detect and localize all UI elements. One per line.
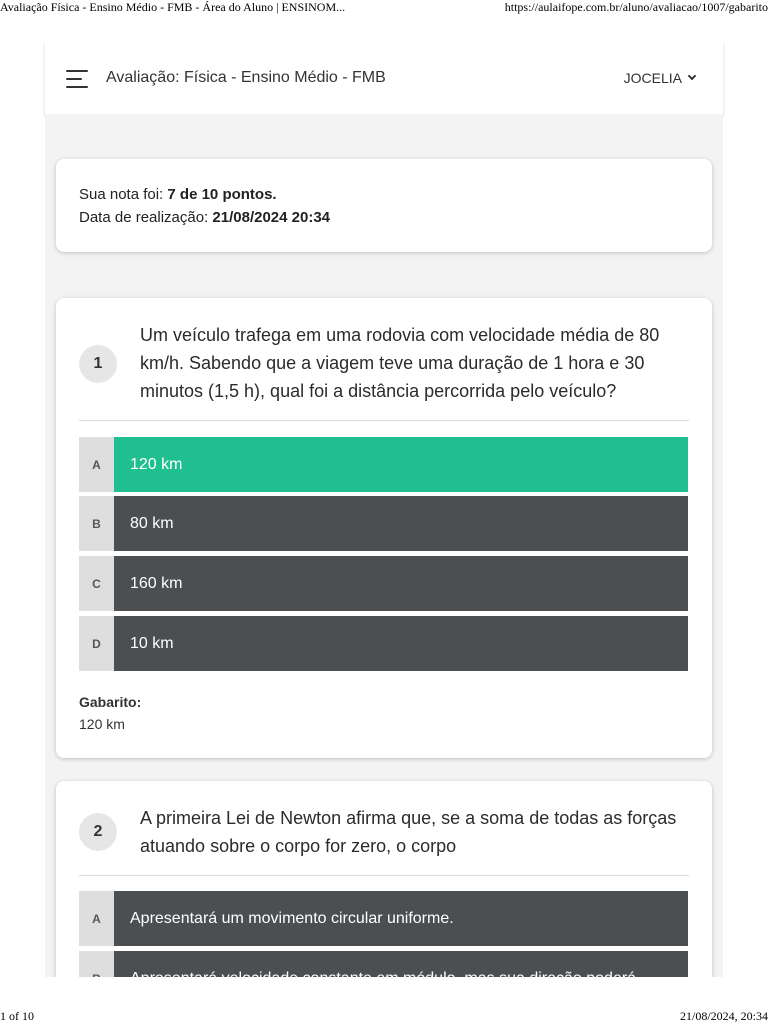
answer-key-value: 120 km	[79, 716, 125, 732]
option-letter: D	[79, 616, 114, 671]
score-value: 7 de 10 pontos.	[167, 186, 277, 203]
option-text: 160 km	[114, 556, 688, 611]
hamburger-menu-icon[interactable]	[66, 70, 90, 88]
option-d[interactable]	[79, 616, 688, 671]
date-label: Data de realização:	[79, 209, 213, 226]
question-card-1	[56, 298, 712, 758]
option-text: 80 km	[114, 496, 688, 551]
user-name: JOCELIA	[623, 70, 682, 86]
question-text: Um veículo trafega em uma rodovia com velocidade média de 80 km/h. Sabendo que a viagem teve uma duração de 1 hora e 30 minutos (1,5 h), qual foi a distância percorrida pelo veículo?	[140, 325, 660, 401]
chevron-down-icon	[688, 72, 696, 80]
result-card	[56, 159, 712, 252]
score-label: Sua nota foi:	[79, 186, 168, 203]
question-number: 2	[79, 813, 117, 851]
user-menu[interactable]	[624, 70, 695, 86]
date-value: 21/08/2024 20:34	[212, 209, 331, 226]
option-text: 10 km	[114, 616, 688, 671]
divider	[79, 420, 689, 421]
page-bottom-margin	[0, 977, 768, 1024]
option-letter: B	[79, 496, 114, 551]
option-letter: C	[79, 556, 114, 611]
option-text: 120 km	[114, 437, 688, 492]
answer-key-label: Gabarito:	[79, 694, 142, 710]
print-datetime: 21/08/2024, 20:34	[679, 1009, 768, 1023]
app-header	[45, 42, 723, 114]
divider	[79, 875, 689, 876]
option-a[interactable]	[79, 891, 688, 946]
print-page-number: 1 of 10	[0, 1009, 34, 1023]
option-a[interactable]	[79, 437, 688, 492]
page-title: Avaliação: Física - Ensino Médio - FMB	[106, 69, 386, 86]
print-page-title: Avaliação Física - Ensino Médio - FMB - Área do Aluno | ENSINOM...	[0, 0, 346, 14]
option-letter: A	[79, 891, 114, 946]
question-number: 1	[79, 345, 117, 383]
date-line	[79, 206, 689, 229]
option-letter: A	[79, 437, 114, 492]
question-text: A primeira Lei de Newton afirma que, se a soma de todas as forças atuando sobre o corpo for zero, o corpo	[140, 808, 677, 856]
print-page-url: https://aulaifope.com.br/aluno/avaliacao/1007/gabarito	[504, 0, 768, 14]
option-b[interactable]	[79, 496, 688, 551]
option-c[interactable]	[79, 556, 688, 611]
option-text: Apresentará um movimento circular uniforme.	[114, 891, 688, 946]
score-line	[79, 183, 689, 206]
